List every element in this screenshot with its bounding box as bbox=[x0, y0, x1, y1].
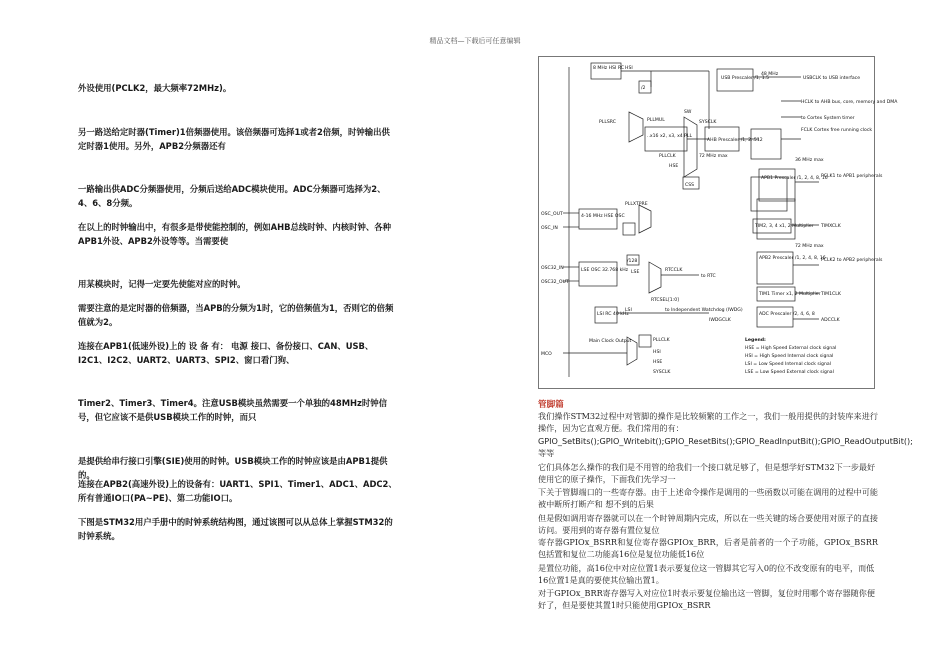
diagram-label: TIM1 Timer x1, 2 Multiplier bbox=[759, 292, 821, 297]
diagram-label: RTCCLK bbox=[665, 268, 683, 273]
diagram-label: LSI RC 40 kHz bbox=[597, 312, 629, 317]
left-paragraph: Timer2、Timer3、Timer4。注意USB模块虽然需要一个单独的48MHz时钟信号，但它应该不是供USB模块工作的时钟，而只 bbox=[78, 398, 388, 422]
diagram-label: TIMXCLK bbox=[821, 224, 841, 229]
left-paragraph: 下图是STM32用户手册中的时钟系统结构图，通过该图可以从总体上掌握STM32的时钟系统。 bbox=[78, 517, 393, 541]
right-paragraph: 对于GPIOx_BRR寄存器写入对应位1时表示要复位输出这一管脚，复位时用哪个寄存器随你便好了，但是要使其置1时只能使用GPIOx_BSRR bbox=[538, 588, 875, 611]
left-paragraph: 需要注意的是定时器的倍频器，当APB的分频为1时，它的倍频值为1，否则它的倍频值就为2。 bbox=[78, 303, 394, 327]
diagram-label: LSE OSC 32.768 kHz bbox=[581, 268, 629, 273]
left-paragraph: 连接在APB1(低速外设)上的 设 备 有： 电源 接口、备份接口、CAN、USB、I2C1、I2C2、UART2、UART3、SPI2、窗口看门狗、 bbox=[78, 341, 374, 365]
diagram-label: 4-16 MHz HSE OSC bbox=[581, 214, 625, 219]
diagram-label: OSC32_IN bbox=[541, 266, 564, 271]
diagram-label: 72 MHz max bbox=[699, 154, 728, 159]
page-header: 精品文档—下载后可任意编辑 bbox=[429, 37, 521, 45]
right-paragraph: 但是假如调用寄存器就可以在一个时钟周期内完成，所以在一些关键的场合要使用对原子的直接访问。要用到的寄存器有置位复位 bbox=[538, 513, 878, 536]
right-paragraph: GPIO_SetBits();GPIO_Writebit();GPIO_ResetBits();GPIO_ReadInputBit();GPIO_ReadOutputBit();等等 bbox=[538, 436, 913, 459]
diagram-legend-item: HSI = High Speed Internal clock signal bbox=[745, 354, 834, 359]
diagram-label: MCO bbox=[541, 352, 552, 357]
diagram-label: to RTC bbox=[701, 274, 716, 279]
diagram-label: TIM2, 3, 4 x1, 2 Multiplier bbox=[755, 224, 814, 229]
right-paragraph: 它们具体怎么操作的我们是不用管的给我们一个接口就足够了，但是想学好STM32下一步最好使用它的原子操作，下面我们先学习一 bbox=[538, 462, 876, 485]
diagram-label: ..x16 x2, x3, x4 PLL bbox=[647, 134, 693, 139]
diagram-label: LSI bbox=[625, 308, 632, 313]
diagram-label: HSE bbox=[653, 360, 663, 365]
diagram-label: HSI bbox=[653, 350, 661, 355]
left-paragraph: 一路输出供ADC分频器使用，分频后送给ADC模块使用。ADC分频器可选择为2、4、6、8分频。 bbox=[78, 184, 386, 208]
diagram-label: AHB Prescaler /1, 2..512 bbox=[707, 138, 763, 143]
diagram-label: PCLK2 to APB2 peripherals bbox=[821, 258, 883, 263]
right-paragraph: 下关于管脚端口的一些寄存器。由于上述命令操作是调用的一些函数以可能在调用的过程中可能被中断所打断产和 想不到的后果 bbox=[538, 487, 878, 510]
diagram-label: ADC Prescaler /2, 4, 6, 8 bbox=[759, 312, 815, 317]
right-paragraph: 我们操作STM32过程中对管脚的操作是比较频繁的工作之一，我们一般用提供的封装库来进行操作，因为它直观方便。我们常用的有： bbox=[538, 411, 878, 434]
diagram-label: ADCCLK bbox=[821, 318, 840, 323]
diagram-label: PLLSRC bbox=[599, 120, 616, 125]
right-paragraph: 是置位功能，高16位中对应位置1表示要复位这一管脚其它写入0的位不改变原有的电平，而低16位置1是真的要使其位输出置1。 bbox=[538, 563, 875, 586]
diagram-label: 8 MHz HSI RC bbox=[593, 66, 625, 71]
left-paragraph: 连接在APB2(高速外设)上的设备有：UART1、SPI1、Timer1、ADC1、ADC2、所有普通IO口(PA~PE)、第二功能IO口。 bbox=[78, 479, 397, 503]
diagram-label: RTCSEL[1:0] bbox=[651, 298, 679, 303]
diagram-legend-item: LSE = Low Speed External clock signal bbox=[745, 370, 834, 375]
left-paragraph: 在以上的时钟输出中，有很多是带使能控制的，例如AHB总线时钟、内核时钟、各种APB1外设、APB2外设等等。当需要使 bbox=[78, 222, 391, 246]
diagram-legend-title: Legend: bbox=[745, 338, 766, 343]
diagram-label: HCLK to AHB bus, core, memory and DMA bbox=[801, 100, 898, 105]
diagram-legend-item: LSI = Low Speed Internal clock signal bbox=[745, 362, 831, 367]
diagram-label: APB1 Prescaler /1, 2, 4, 8, 16 bbox=[761, 176, 828, 181]
diagram-label: SYSCLK bbox=[699, 120, 717, 125]
diagram-legend-item: HSE = High Speed External clock signal bbox=[745, 346, 837, 351]
diagram-label: USB Prescaler /1, 1.5 bbox=[721, 76, 770, 81]
diagram-label: to Independent Watchdog (IWDG) bbox=[665, 308, 743, 313]
diagram-label: OSC_IN bbox=[541, 226, 558, 231]
diagram-label: FCLK Cortex free running clock bbox=[801, 128, 873, 133]
right-paragraph: 寄存器GPIOx_BSRR和复位寄存器GPIOx_BRR，后者是前者的一个子功能，GPIOx_BSRR包括置和复位二功能高16位是复位功能低16位 bbox=[538, 537, 878, 560]
clock-tree-diagram bbox=[538, 56, 898, 389]
diagram-label: /2 bbox=[641, 86, 646, 91]
diagram-label: USBCLK to USB interface bbox=[803, 76, 861, 81]
diagram-label: PLLXTPRE bbox=[625, 202, 648, 207]
diagram-label: to Cortex System timer bbox=[801, 116, 855, 121]
diagram-label: 72 MHz max bbox=[795, 244, 824, 249]
diagram-label: OSC32_OUT bbox=[541, 280, 569, 285]
diagram-label: IWDGCLK bbox=[709, 318, 731, 323]
diagram-label: Main Clock Output bbox=[589, 339, 632, 344]
left-paragraph: 是提供给串行接口引擎(SIE)使用的时钟。USB模块工作的时钟应该是由APB1提供的。 bbox=[78, 456, 388, 480]
diagram-label: PLLCLK bbox=[659, 154, 676, 159]
diagram-label: LSE bbox=[631, 270, 640, 275]
section-title: 管脚篇 bbox=[538, 400, 564, 410]
diagram-label: HSI bbox=[625, 66, 633, 71]
diagram-label: OSC_OUT bbox=[541, 212, 563, 217]
clock-tree-svg bbox=[539, 57, 898, 388]
diagram-label: PLLCLK bbox=[653, 338, 670, 343]
left-paragraph: 用某模块时，记得一定要先使能对应的时钟。 bbox=[78, 279, 246, 289]
left-paragraph: 另一路送给定时器(Timer)1倍频器使用。该倍频器可选择1或者2倍频，时钟输出供定时器1使用。另外，APB2分频器还有 bbox=[78, 127, 390, 151]
diagram-label: PLLMUL bbox=[647, 118, 665, 123]
diagram-label: /128 bbox=[627, 259, 638, 264]
diagram-label: APB2 Prescaler /1, 2, 4, 8, 16 bbox=[759, 256, 826, 261]
diagram-label: 36 MHz max bbox=[795, 158, 824, 163]
diagram-label: SW bbox=[684, 110, 692, 115]
diagram-label: HSE bbox=[669, 164, 679, 169]
diagram-label: PCLK1 to APB1 peripherals bbox=[821, 174, 883, 179]
left-paragraph: 外设使用(PCLK2，最大频率72MHz)。 bbox=[78, 83, 232, 93]
diagram-label: TIM1CLK bbox=[821, 292, 841, 297]
diagram-label: CSS bbox=[685, 183, 695, 188]
diagram-label: 48 MHz bbox=[761, 72, 779, 77]
diagram-label: SYSCLK bbox=[653, 370, 671, 375]
